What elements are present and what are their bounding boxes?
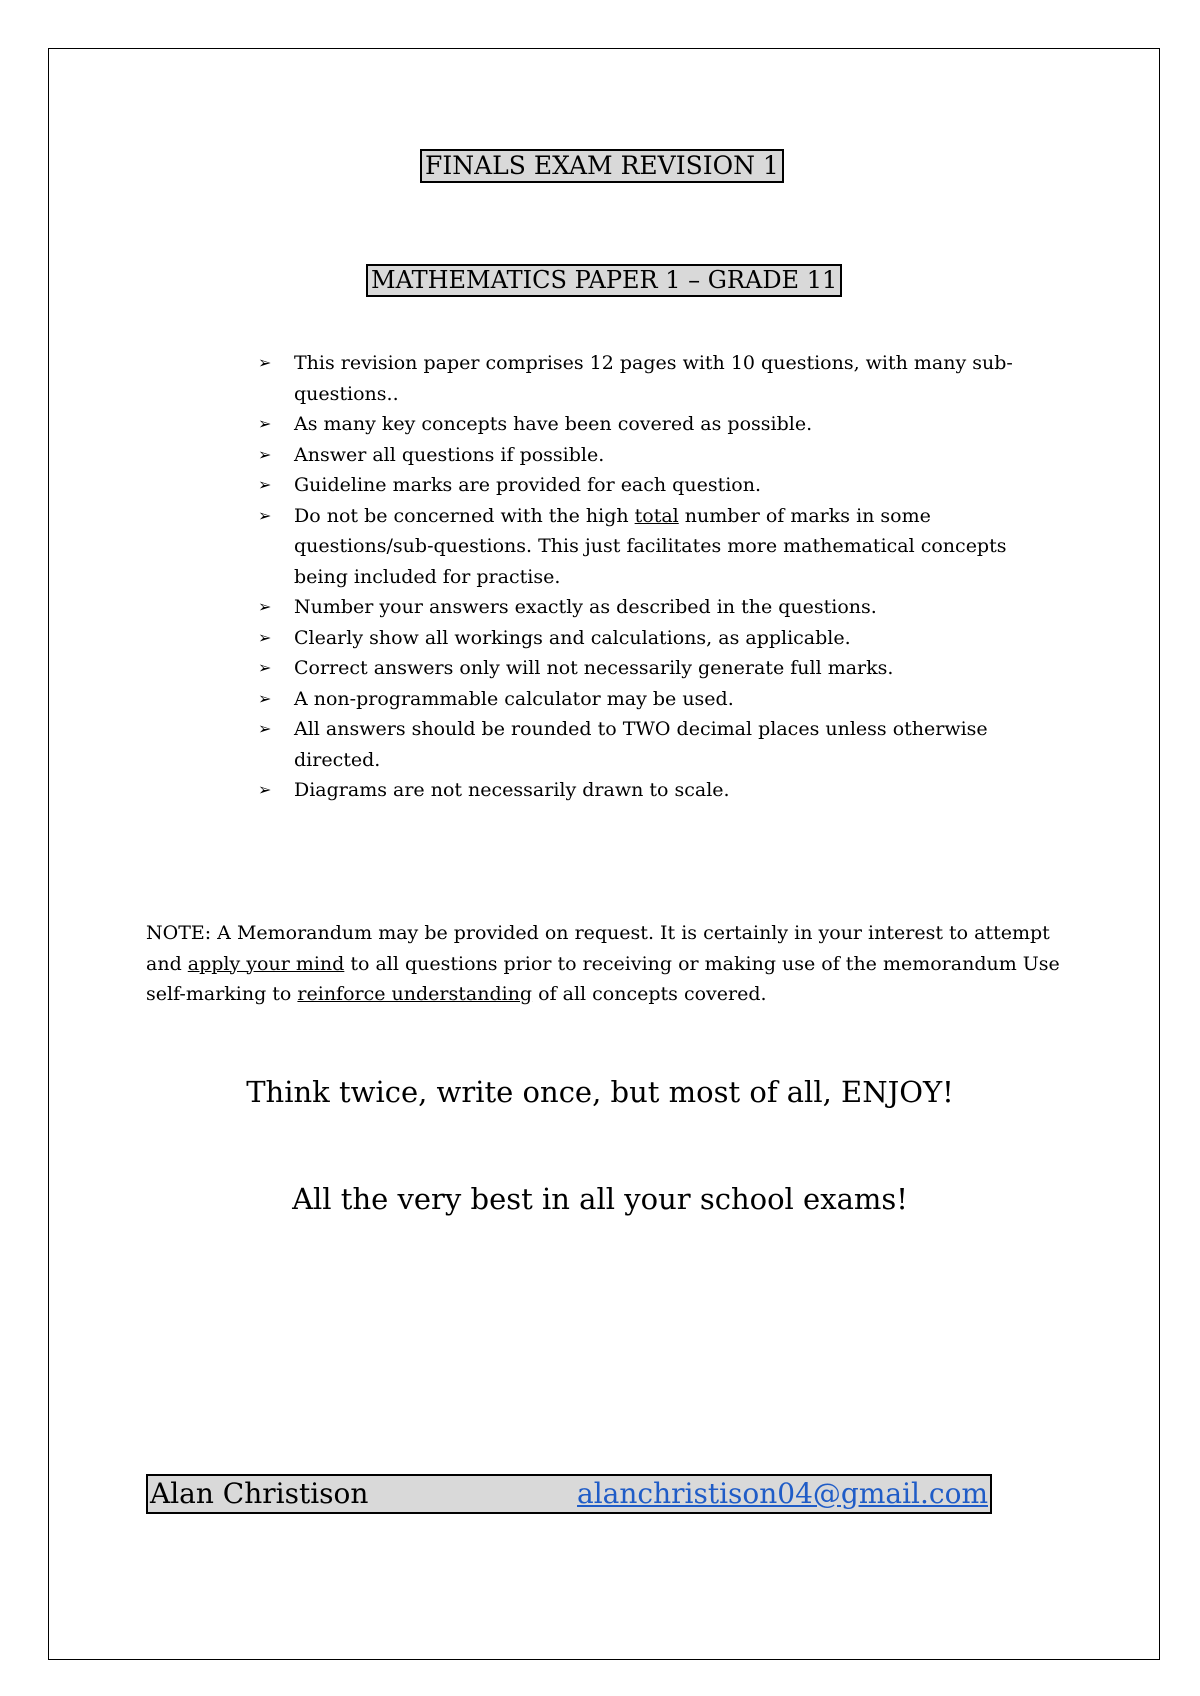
note-text-3: of all concepts covered.	[532, 983, 767, 1005]
instruction-text-post: number of marks in some questions/sub-questions. This just facilitates more mathematical concepts being included for practise.	[294, 504, 1007, 588]
instruction-text: As many key concepts have been covered as possible.	[294, 413, 813, 435]
note-emphasis-2: reinforce understanding	[297, 983, 533, 1005]
author-footer	[146, 1474, 992, 1514]
list-item	[258, 714, 1058, 775]
instruction-text: Number your answers exactly as described in the questions.	[294, 596, 877, 618]
instruction-text: This revision paper comprises 12 pages with 10 questions, with many sub-questions..	[294, 352, 1013, 405]
instruction-emphasis: total	[634, 504, 679, 527]
note-text-2: to all questions prior to receiving or making use of the memorandum Use self-marking to	[146, 952, 1060, 1005]
instruction-text: A non-programmable calculator may be used.	[294, 687, 734, 710]
instruction-text: Answer all questions if possible.	[294, 443, 605, 466]
arrowhead-bullet-icon: ➢	[258, 414, 272, 433]
arrowhead-bullet-icon: ➢	[258, 353, 272, 372]
arrowhead-bullet-icon: ➢	[258, 658, 272, 677]
list-item	[258, 470, 1058, 501]
instruction-text: Correct answers only will not necessarily generate full marks.	[294, 657, 894, 679]
arrowhead-bullet-icon: ➢	[258, 719, 272, 738]
author-email-link[interactable]: alanchristison04@gmail.com	[577, 1477, 988, 1510]
memorandum-note	[146, 918, 1076, 1010]
list-item	[258, 775, 1058, 806]
arrowhead-bullet-icon: ➢	[258, 505, 272, 525]
list-item	[258, 592, 1058, 623]
list-item	[258, 684, 1058, 715]
note-emphasis-1: apply your mind	[187, 952, 345, 975]
instructions-list	[258, 348, 1058, 806]
list-item	[258, 653, 1058, 684]
list-item	[258, 440, 1058, 471]
arrowhead-bullet-icon: ➢	[258, 688, 272, 708]
instruction-text: All answers should be rounded to TWO decimal places unless otherwise directed.	[294, 718, 988, 771]
arrowhead-bullet-icon: ➢	[258, 444, 272, 464]
arrowhead-bullet-icon: ➢	[258, 597, 272, 616]
list-item	[258, 501, 1058, 593]
list-item	[258, 623, 1058, 654]
page-subtitle: MATHEMATICS PAPER 1 – GRADE 11	[366, 264, 842, 297]
list-item	[258, 348, 1058, 409]
arrowhead-bullet-icon: ➢	[258, 780, 272, 799]
arrowhead-bullet-icon: ➢	[258, 627, 272, 647]
note-text-1: NOTE: A Memorandum may be provided on request. It is certainly in your interest to attempt and	[146, 922, 1050, 975]
instruction-text: Clearly show all workings and calculations, as applicable.	[294, 626, 851, 649]
instruction-text: Diagrams are not necessarily drawn to scale.	[294, 779, 730, 801]
list-item	[258, 409, 1058, 440]
page-title: FINALS EXAM REVISION 1	[420, 149, 784, 183]
closing-wishes: All the very best in all your school exams!	[292, 1182, 908, 1216]
instruction-text-pre: Do not be concerned with the high	[294, 504, 635, 527]
instruction-text: Guideline marks are provided for each question.	[294, 474, 762, 496]
author-name: Alan Christison	[150, 1477, 369, 1510]
closing-motto: Think twice, write once, but most of all, ENJOY!	[246, 1075, 954, 1109]
arrowhead-bullet-icon: ➢	[258, 475, 272, 494]
